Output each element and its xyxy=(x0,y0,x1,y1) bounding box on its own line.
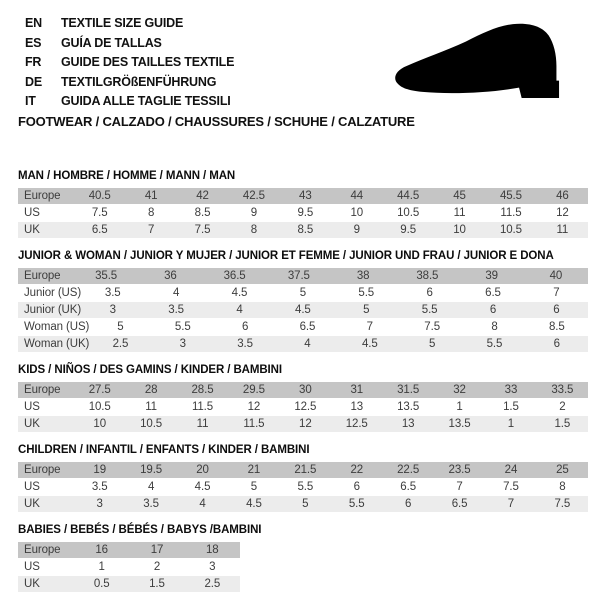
section-title: CHILDREN / INFANTIL / ENFANTS / KINDER / BAMBINI xyxy=(18,444,310,456)
table-row xyxy=(18,542,240,558)
row-label: Europe xyxy=(24,544,61,556)
size-value: 33.5 xyxy=(551,384,574,396)
size-value: 9 xyxy=(353,224,360,236)
row-label: Junior (UK) xyxy=(24,304,82,316)
size-value: 35.5 xyxy=(95,270,118,282)
row-label: Woman (US) xyxy=(24,321,90,333)
language-label: GUIDE DES TAILLES TEXTILE xyxy=(61,55,235,69)
table-row xyxy=(18,576,240,592)
size-value: 10 xyxy=(453,224,466,236)
language-code: IT xyxy=(25,94,36,108)
size-value: 19 xyxy=(93,464,106,476)
size-value: 5 xyxy=(250,481,258,493)
size-value: 7 xyxy=(507,498,515,510)
size-value: 19.5 xyxy=(140,464,163,476)
language-row xyxy=(25,53,234,73)
size-value: 11.5 xyxy=(243,418,265,430)
size-value: 44.5 xyxy=(397,190,420,202)
size-value: 7 xyxy=(147,224,155,236)
size-value: 1 xyxy=(98,561,105,573)
category-title: FOOTWEAR / CALZADO / CHAUSSURES / SCHUHE / CALZATURE xyxy=(18,114,415,129)
size-section xyxy=(18,250,588,352)
size-value: 13 xyxy=(401,418,415,430)
section-title: KIDS / NIÑOS / DES GAMINS / KINDER / BAMBINI xyxy=(18,364,282,376)
size-value: 8 xyxy=(559,481,566,493)
size-value: 6 xyxy=(353,481,360,493)
size-value: 6 xyxy=(553,304,560,316)
table-row xyxy=(18,268,588,284)
language-row xyxy=(25,73,234,93)
table-row xyxy=(18,399,588,415)
size-value: 11 xyxy=(556,224,569,236)
size-value: 12.5 xyxy=(345,418,368,430)
size-value: 36.5 xyxy=(223,270,246,282)
size-value: 39 xyxy=(485,270,498,282)
language-label: GUÍA DE TALLAS xyxy=(61,35,162,50)
size-value: 8.5 xyxy=(194,207,211,219)
size-value: 45.5 xyxy=(499,190,522,202)
shoe-silhouette-path xyxy=(395,24,559,98)
row-label: US xyxy=(24,207,40,219)
size-value: 11 xyxy=(453,207,466,219)
language-code: EN xyxy=(25,16,42,30)
size-value: 6.5 xyxy=(451,498,468,510)
size-table xyxy=(18,542,240,592)
row-label: US xyxy=(24,401,40,413)
size-value: 40 xyxy=(549,270,563,282)
size-value: 11.5 xyxy=(500,207,522,219)
row-label: UK xyxy=(24,578,40,590)
size-value: 10.5 xyxy=(499,224,522,236)
language-row xyxy=(25,34,234,54)
size-value: 3.5 xyxy=(237,338,253,350)
size-value: 13.5 xyxy=(448,418,471,430)
size-value: 36 xyxy=(164,270,177,282)
size-value: 24 xyxy=(504,464,518,476)
size-value: 5 xyxy=(363,304,370,316)
table-row xyxy=(18,222,588,238)
size-table xyxy=(18,462,588,512)
row-label: US xyxy=(24,561,40,573)
table-row xyxy=(18,285,588,301)
size-value: 44 xyxy=(350,190,364,202)
size-value: 25 xyxy=(556,464,569,476)
size-value: 6 xyxy=(489,304,497,316)
size-value: 10.5 xyxy=(140,418,163,430)
size-value: 46 xyxy=(556,190,569,202)
language-row xyxy=(25,14,234,34)
size-value: 12 xyxy=(299,418,312,430)
size-value: 7.5 xyxy=(424,321,440,333)
size-table xyxy=(18,268,588,352)
size-value: 40.5 xyxy=(88,190,111,202)
size-value: 5.5 xyxy=(421,304,438,316)
size-value: 20 xyxy=(196,464,209,476)
size-value: 1.5 xyxy=(554,418,571,430)
size-value: 43 xyxy=(299,190,312,202)
size-value: 10 xyxy=(93,418,106,430)
size-value: 10.5 xyxy=(88,401,111,413)
size-value: 9 xyxy=(250,207,258,219)
size-value: 31.5 xyxy=(397,384,420,396)
size-value: 12.5 xyxy=(294,401,317,413)
size-value: 3 xyxy=(179,338,186,350)
size-value: 5 xyxy=(302,498,309,510)
size-value: 4.5 xyxy=(361,338,378,350)
size-value: 4 xyxy=(199,498,206,510)
language-code: DE xyxy=(25,74,42,89)
size-value: 1 xyxy=(456,401,463,413)
row-label: Junior (US) xyxy=(24,287,82,299)
size-value: 6.5 xyxy=(91,224,108,236)
section-title: MAN / HOMBRE / HOMME / MANN / MAN xyxy=(18,170,236,182)
table-row xyxy=(18,416,588,432)
size-value: 29.5 xyxy=(242,384,265,396)
size-value: 7.5 xyxy=(91,207,108,219)
size-value: 5 xyxy=(117,321,124,333)
language-code: ES xyxy=(25,35,42,50)
size-value: 45 xyxy=(453,190,466,202)
row-label: UK xyxy=(24,418,40,430)
size-value: 5.5 xyxy=(486,338,503,350)
size-value: 1.5 xyxy=(503,401,519,413)
size-section xyxy=(18,364,588,432)
size-value: 2 xyxy=(559,401,566,413)
size-value: 4 xyxy=(304,338,311,350)
size-value: 38.5 xyxy=(416,270,439,282)
size-value: 4.5 xyxy=(194,481,211,493)
size-value: 33 xyxy=(504,384,518,396)
size-value: 5.5 xyxy=(297,481,314,493)
size-value: 4.5 xyxy=(295,304,311,316)
shoe-icon xyxy=(386,18,586,105)
size-value: 6 xyxy=(553,338,560,350)
section-title: BABIES / BEBÉS / BÉBÉS / BABYS /BAMBINI xyxy=(18,524,262,536)
size-value: 18 xyxy=(206,544,219,556)
size-value: 42.5 xyxy=(242,190,265,202)
table-row xyxy=(18,319,588,335)
size-value: 8 xyxy=(147,207,155,219)
size-value: 32 xyxy=(453,384,466,396)
table-row xyxy=(18,302,588,318)
size-value: 13.5 xyxy=(397,401,420,413)
size-value: 0.5 xyxy=(93,578,110,590)
table-row xyxy=(18,336,588,352)
size-value: 4 xyxy=(147,481,155,493)
language-row xyxy=(25,92,234,112)
size-value: 22 xyxy=(350,464,364,476)
size-value: 7.5 xyxy=(503,481,519,493)
size-value: 10.5 xyxy=(397,207,420,219)
size-value: 3 xyxy=(209,561,216,573)
row-label: Europe xyxy=(24,270,61,282)
size-value: 23.5 xyxy=(448,464,471,476)
section-title: JUNIOR & WOMAN / JUNIOR Y MUJER / JUNIOR ET FEMME / JUNIOR UND FRAU / JUNIOR E DONA xyxy=(18,250,554,262)
table-row xyxy=(18,382,588,398)
size-value: 6.5 xyxy=(400,481,416,493)
language-label: TEXTILGRÖßENFÜHRUNG xyxy=(61,74,217,89)
row-label: Europe xyxy=(24,464,61,476)
language-label: TEXTILE SIZE GUIDE xyxy=(61,16,184,30)
size-value: 3 xyxy=(96,498,103,510)
size-value: 28.5 xyxy=(191,384,214,396)
row-label: Europe xyxy=(24,384,61,396)
size-value: 5.5 xyxy=(348,498,365,510)
size-value: 30 xyxy=(299,384,312,396)
size-value: 8 xyxy=(250,224,258,236)
size-value: 8.5 xyxy=(548,321,565,333)
size-table xyxy=(18,382,588,432)
size-value: 31 xyxy=(350,384,364,396)
size-value: 7 xyxy=(553,287,560,299)
row-label: US xyxy=(24,481,40,493)
size-value: 2.5 xyxy=(112,338,129,350)
row-label: Woman (UK) xyxy=(24,338,90,350)
table-row xyxy=(18,462,588,478)
row-label: UK xyxy=(24,498,40,510)
language-list xyxy=(25,14,234,112)
size-value: 5.5 xyxy=(174,321,191,333)
row-label: Europe xyxy=(24,190,61,202)
language-code: FR xyxy=(25,55,42,69)
size-value: 1.5 xyxy=(149,578,165,590)
size-value: 38 xyxy=(356,270,370,282)
size-value: 3.5 xyxy=(143,498,159,510)
table-row xyxy=(18,496,588,512)
size-value: 22.5 xyxy=(397,464,420,476)
size-value: 4.5 xyxy=(231,287,248,299)
size-value: 5 xyxy=(428,338,436,350)
size-value: 7 xyxy=(366,321,373,333)
size-value: 28 xyxy=(144,384,158,396)
size-value: 3.5 xyxy=(104,287,121,299)
size-value: 16 xyxy=(95,544,108,556)
language-label: GUIDA ALLE TAGLIE TESSILI xyxy=(61,94,231,108)
size-section xyxy=(18,524,588,592)
size-value: 13 xyxy=(350,401,364,413)
size-value: 12 xyxy=(247,401,261,413)
size-value: 8.5 xyxy=(297,224,314,236)
size-value: 5.5 xyxy=(358,287,375,299)
size-value: 1 xyxy=(507,418,515,430)
table-row xyxy=(18,188,588,204)
size-value: 8 xyxy=(491,321,498,333)
size-tables xyxy=(18,170,588,600)
table-row xyxy=(18,479,588,495)
size-value: 6 xyxy=(241,321,249,333)
size-value: 42 xyxy=(196,190,209,202)
size-value: 2.5 xyxy=(204,578,221,590)
size-value: 7.5 xyxy=(554,498,571,510)
size-value: 37.5 xyxy=(287,270,310,282)
size-value: 3.5 xyxy=(168,304,184,316)
size-value: 27.5 xyxy=(88,384,111,396)
size-value: 6.5 xyxy=(485,287,501,299)
size-value: 11 xyxy=(196,418,209,430)
size-section xyxy=(18,444,588,512)
row-label: UK xyxy=(24,224,40,236)
size-value: 3 xyxy=(109,304,116,316)
size-value: 9.5 xyxy=(400,224,416,236)
size-value: 4.5 xyxy=(246,498,262,510)
size-value: 2 xyxy=(153,561,161,573)
size-value: 21.5 xyxy=(294,464,317,476)
size-value: 5 xyxy=(299,287,307,299)
size-value: 6.5 xyxy=(299,321,316,333)
size-value: 6 xyxy=(426,287,433,299)
size-value: 3.5 xyxy=(91,481,108,493)
size-value: 4 xyxy=(172,287,180,299)
size-value: 12 xyxy=(556,207,569,219)
size-section xyxy=(18,170,588,238)
size-value: 10 xyxy=(350,207,364,219)
size-table xyxy=(18,188,588,238)
size-value: 17 xyxy=(150,544,164,556)
size-value: 11 xyxy=(145,401,157,413)
size-value: 9.5 xyxy=(297,207,314,219)
size-value: 4 xyxy=(236,304,243,316)
size-value: 41 xyxy=(144,190,158,202)
size-value: 11.5 xyxy=(191,401,214,413)
size-value: 21 xyxy=(247,464,261,476)
table-row xyxy=(18,205,588,221)
size-value: 6 xyxy=(404,498,412,510)
table-row xyxy=(18,559,240,575)
size-value: 7 xyxy=(456,481,463,493)
size-value: 7.5 xyxy=(194,224,211,236)
